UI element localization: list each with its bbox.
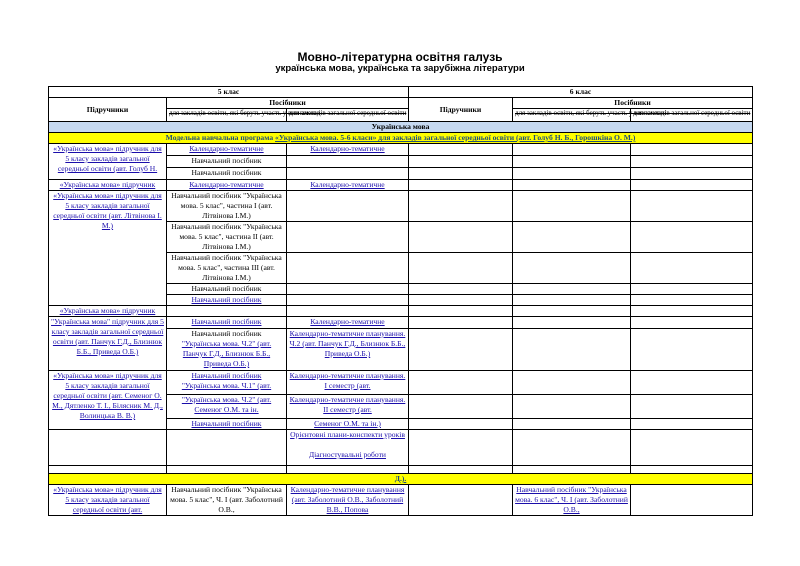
textbook-panchuk — [49, 317, 167, 371]
sub-header-students-6: для закладів освіти, які беруть участь у визначенні — [513, 109, 631, 122]
textbooks-header-6: Підручники — [409, 98, 513, 122]
grade-6-header: 6 клас — [409, 87, 753, 98]
manual-link[interactable]: Календарно-тематичне планування. Ч.2 (авт. Панчук Г.Д., Близнюк Б.Б., Приведа О.Б.) — [289, 329, 406, 358]
column-header-row — [49, 98, 753, 109]
manuals-header-5: Посібники — [167, 98, 409, 109]
manual-link[interactable]: Календарно-тематичне — [310, 317, 385, 326]
manual-text: Навчальний посібник "Українська мова. 5 клас", частина ІІІ (авт. Літвінова І.М.) — [167, 253, 287, 284]
model-program-band — [49, 133, 753, 144]
lesson-plans-cell — [287, 430, 409, 466]
author-band — [49, 474, 753, 485]
model-program-prefix: Модельна навчальна програма — [165, 133, 274, 142]
curriculum-table — [48, 86, 753, 516]
textbook-link[interactable]: «Українська мова» підручник — [59, 306, 156, 315]
textbook-golub — [49, 144, 167, 180]
textbook-golub-link[interactable]: «Українська мова» підручник для 5 класу закладів загальної середньої освіти (авт. Голуб Н. — [53, 144, 162, 173]
manual-link[interactable]: Навчальний посібник — [191, 419, 262, 428]
textbook-semenog — [49, 371, 167, 430]
manual-link[interactable]: Семеног О.М. та ін.) — [314, 419, 381, 428]
textbook-litvinova — [49, 191, 167, 306]
page-title: Мовно-літературна освітня галузь — [297, 50, 503, 64]
grade-5-header: 5 клас — [49, 87, 409, 98]
manual-link[interactable]: Навчальний посібник — [191, 295, 262, 304]
manual-link[interactable]: Навчальний посібник — [191, 371, 262, 380]
manual-link[interactable]: Календарно-тематичне — [189, 180, 264, 189]
textbook-zabolotnyi-link[interactable]: «Українська мова» підручник для 5 класу закладів загальної середньої освіти (авт. — [53, 485, 162, 514]
manual-text: Навчальний посібник — [167, 168, 287, 180]
manual-text: Навчальний посібник "Українська мова. 5 клас", Ч. І (авт. Заболотний О.В., — [167, 485, 287, 516]
manual-link[interactable]: Календарно-тематичне планування. І семестр (авт. — [289, 371, 406, 390]
manual-link[interactable]: Навчальний посібник — [191, 317, 262, 326]
manual-link[interactable]: Орієнтовні плани-конспекти уроків — [290, 430, 405, 439]
manual-link[interactable]: Календарно-тематичне — [310, 180, 385, 189]
author-band-link[interactable]: Д.). — [394, 474, 407, 483]
grade-header-row — [49, 87, 753, 98]
manual-link[interactable]: Календарно-тематичне планування. ІІ семестр (авт. — [289, 395, 406, 414]
manuals-header-6: Посібники — [513, 98, 753, 109]
textbook-panchuk-link[interactable]: "Українська мова" підручник для 5 класу закладів загальної середньої освіти (авт. Панчук Г.Д., Близнюк Б.Б., Приведа О.Б.) — [51, 317, 164, 356]
manual-text: Навчальний посібник — [191, 329, 262, 338]
sub-header-teachers-6: для закладів загальної середньої освіти — [631, 109, 753, 122]
textbooks-header-5: Підручники — [49, 98, 167, 122]
manual-panchuk-part2 — [167, 329, 287, 371]
manual-semenog-part1 — [167, 371, 287, 395]
sub-header-teachers-5: для закладів загальної середньої освіти — [287, 109, 409, 122]
textbook-litvinova-link[interactable]: «Українська мова» підручник для 5 класу закладів загальної середньої освіти (авт. Літвінова І. М.) — [53, 191, 162, 230]
textbook-link[interactable]: «Українська мова» підручник — [59, 180, 156, 189]
manual-link[interactable]: Діагностувальні роботи — [309, 450, 386, 459]
model-program-link[interactable]: «Українська мова. 5-6 класи» для закладів загальної середньої освіти (авт. Голуб Н. Б., Горошкіна О. М.) — [275, 133, 636, 142]
manual-link[interactable]: Навчальний посібник "Українська мова. 6 клас", Ч. І (авт. Заболотний О.В., — [515, 485, 628, 514]
manual-link[interactable]: "Українська мова. Ч.2" (авт. Семеног О.М. та ін. — [181, 395, 272, 414]
manual-link[interactable]: Календарно-тематичне планування (авт. Заболотний О.В., Заболотний В.В., Попова — [290, 485, 405, 514]
manual-link[interactable]: Календарно-тематичне — [189, 144, 264, 153]
manual-link[interactable]: Календарно-тематичне — [310, 144, 385, 153]
page-subtitle: українська мова, українська та зарубіжна літератури — [275, 63, 525, 74]
section-ukrainian-language: Українська мова — [49, 122, 753, 133]
sub-header-students-5: для закладів освіти, які беруть участь у визначенні — [167, 109, 287, 122]
manual-text: Навчальний посібник "Українська мова. 5 клас", частина ІІ (авт. Літвінова І.М.) — [167, 222, 287, 253]
manual-link[interactable]: "Українська мова. Ч.1" (авт. — [181, 381, 272, 390]
manual-text: Навчальний посібник — [167, 284, 287, 295]
manual-link[interactable]: "Українська мова. Ч.2" (авт. Панчук Г.Д., Близнюк Б.Б., Приведа О.Б.) — [181, 339, 272, 368]
manual-text: Навчальний посібник "Українська мова. 5 клас", частина І (авт. Літвінова І.М.) — [167, 191, 287, 222]
manual-semenog-plan2 — [287, 395, 409, 419]
manual-text: Навчальний посібник — [167, 156, 287, 168]
textbook-semenog-link[interactable]: «Українська мова» підручник для 5 класу закладів загальної середньої освіти (авт. Семеног О. М., Дятленко Т. І., Білясник М. Д., Волинцька В. В.) — [52, 371, 163, 420]
